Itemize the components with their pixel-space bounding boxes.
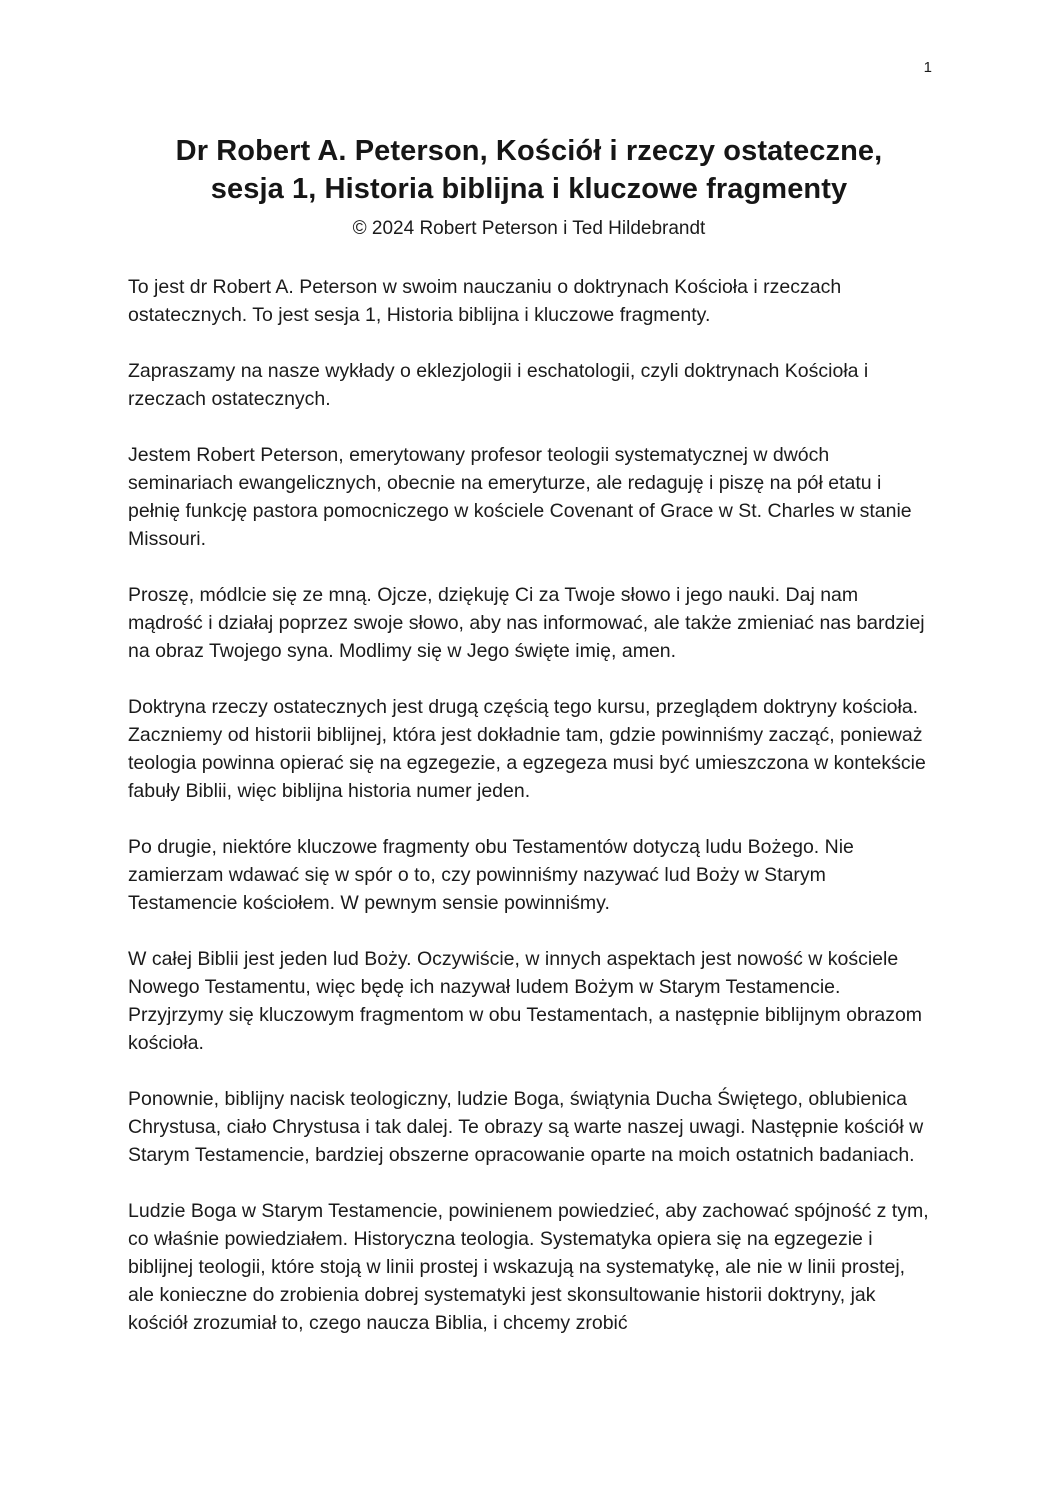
paragraph: Zapraszamy na nasze wykłady o eklezjologii i eschatologii, czyli doktrynach Kościoła i rzeczach ostatecznych.	[128, 360, 869, 411]
paragraph: Doktryna rzeczy ostatecznych jest drugą częścią tego kursu, przeglądem doktryny kościoła. Zaczniemy od historii biblijnej, która jest dokładnie tam, gdzie powinniśmy zacząć, ponieważ teologia powinna opierać się na egzegezie, a egzegeza musi być umieszczona w kontekście fabuły Biblii, więc biblijna historia numer jeden.	[128, 696, 926, 803]
document-title	[128, 132, 930, 209]
paragraph: Proszę, módlcie się ze mną. Ojcze, dziękuję Ci za Twoje słowo i jego nauki. Daj nam mądrość i działaj poprzez swoje słowo, aby nas informować, ale także zmieniać nas bardziej na obraz Twojego syna. Modlimy się w Jego święte imię, amen.	[128, 584, 925, 663]
paragraph: Ponownie, biblijny nacisk teologiczny, ludzie Boga, świątynia Ducha Świętego, oblubienica Chrystusa, ciało Chrystusa i tak dalej. Te obrazy są warte naszej uwagi. Następnie kościół w Starym Testamencie, bardziej obszerne opracowanie oparte na moich ostatnich badaniach.	[128, 1088, 924, 1167]
paragraph: Jestem Robert Peterson, emerytowany profesor teologii systematycznej w dwóch seminariach ewangelicznych, obecnie na emeryturze, ale redaguję i piszę na pół etatu i pełnię funkcję pastora pomocniczego w kościele Covenant of Grace w St. Charles w stanie Missouri.	[128, 444, 912, 551]
document-body	[128, 273, 930, 1337]
title-line-2: sesja 1, Historia biblijna i kluczowe fragmenty	[210, 173, 848, 206]
page-number: 1	[923, 59, 932, 76]
title-line-1: Dr Robert A. Peterson, Kościół i rzeczy ostateczne,	[175, 135, 883, 167]
paragraph: To jest dr Robert A. Peterson w swoim nauczaniu o doktrynach Kościoła i rzeczach ostatecznych. To jest sesja 1, Historia biblijna i kluczowe fragmenty.	[128, 276, 842, 327]
copyright-line: © 2024 Robert Peterson i Ted Hildebrandt	[352, 217, 706, 239]
paragraph: W całej Biblii jest jeden lud Boży. Oczywiście, w innych aspektach jest nowość w kościele Nowego Testamentu, więc będę ich nazywał ludem Bożym w Starym Testamencie. Przyjrzymy się kluczowym fragmentom w obu Testamentach, a następnie biblijnym obrazom kościoła.	[128, 948, 923, 1055]
paragraph: Ludzie Boga w Starym Testamencie, powinienem powiedzieć, aby zachować spójność z tym, co właśnie powiedziałem. Historyczna teologia. Systematyka opiera się na egzegezie i biblijnej teologii, które stoją w linii prostej i wskazują na systematykę, ale nie w linii prostej, ale konieczne do zrobienia dobrej systematyki jest skonsultowanie historii doktryny, jak kościół zrozumiał to, czego naucza Biblia, i chcemy zrobić	[128, 1200, 929, 1335]
paragraph: Po drugie, niektóre kluczowe fragmenty obu Testamentów dotyczą ludu Bożego. Nie zamierzam wdawać się w spór o to, czy powinniśmy nazywać lud Boży w Starym Testamencie kościołem. W pewnym sensie powinniśmy.	[128, 836, 854, 915]
